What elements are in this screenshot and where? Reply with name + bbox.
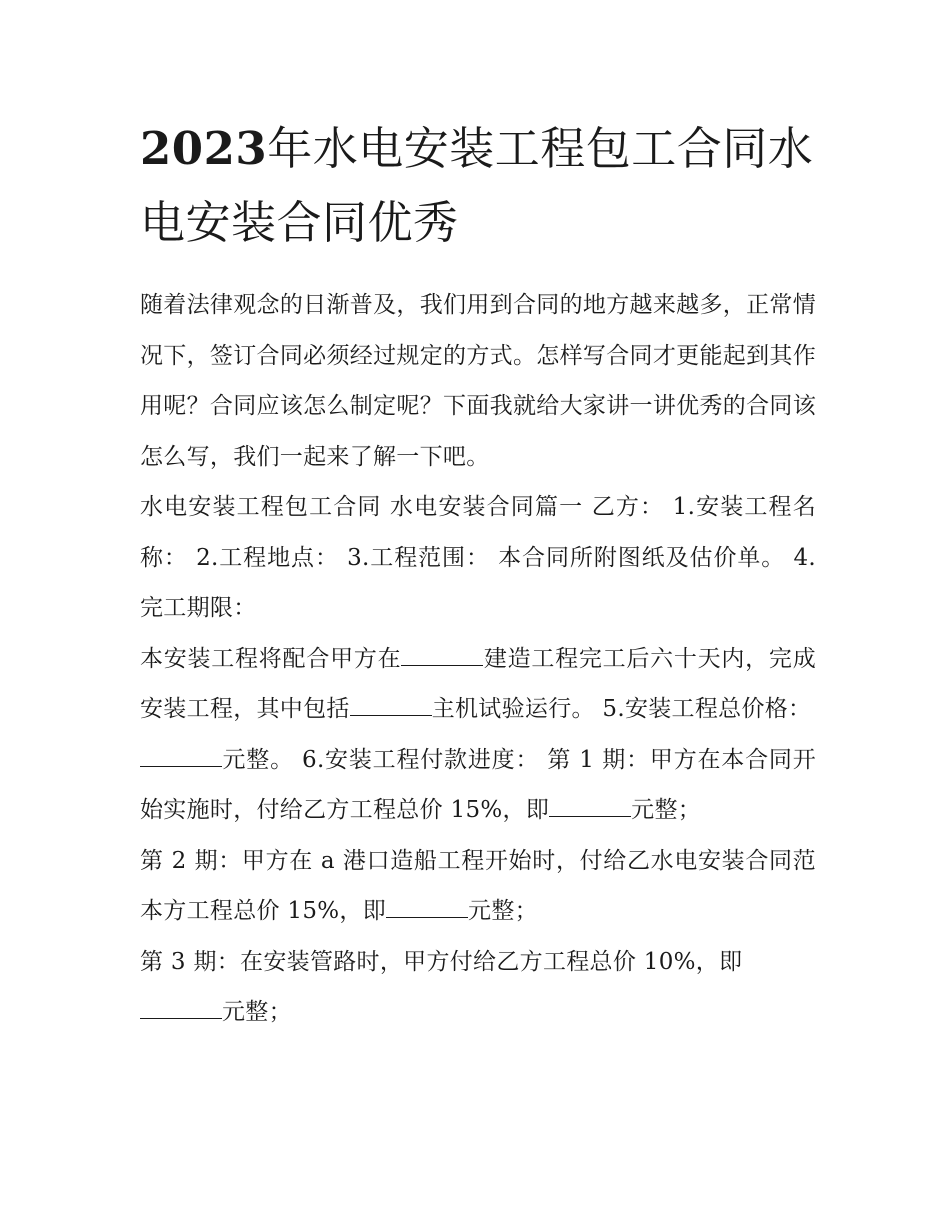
blank-line — [140, 996, 222, 1019]
section-2-text-c: 主机试验运行。 5.安装工程总价格： — [431, 696, 812, 722]
blank-line — [549, 794, 631, 817]
title-year: 2023 — [140, 122, 268, 175]
section-4-text-a: 第 2 期：甲方在 a 港口造船工程开始时，付给乙水电安装合同范本方工程总价 15%，即 — [140, 847, 816, 924]
document-body — [140, 112, 816, 1038]
intro-paragraph: 随着法律观念的日渐普及，我们用到合同的地方越来越多，正常情况下，签订合同必须经过规定的方式。怎样写合同才更能起到其作用呢？合同应该怎么制定呢？下面我就给大家讲一讲优秀的合同该怎么写，我们一起来了解一下吧。 — [140, 292, 816, 470]
section-5-text-a: 第 3 期：在安装管路时，甲方付给乙方工程总价 10%，即 — [140, 948, 743, 975]
contract-section-5 — [140, 937, 816, 1038]
blank-line — [350, 693, 432, 716]
section-4-text-b: 元整； — [468, 898, 538, 924]
section-3-text-a: 元整。 6.安装工程付款进度： 第 1 期：甲方在本合同开始实施时，付给乙方工程总价 15%，即 — [140, 746, 816, 823]
document-title — [140, 112, 816, 260]
contract-section-3 — [140, 735, 816, 836]
section-5-text-b: 元整； — [222, 999, 292, 1025]
contract-section-4 — [140, 836, 816, 937]
section-3-text-b: 元整； — [631, 797, 702, 823]
title-text: 年水电安装工程包工合同水电安装合同优秀 — [140, 122, 814, 249]
section-2-text-b: 建造工程完工后六十天内，完成安装工程，其中包括 — [140, 645, 816, 722]
blank-line — [386, 895, 468, 918]
section-2-text-a: 本安装工程将配合甲方在 — [140, 645, 402, 672]
blank-line — [140, 744, 222, 767]
contract-section-2 — [140, 634, 816, 735]
contract-section-1: 水电安装工程包工合同 水电安装合同篇一 乙方： 1.安装工程名称： 2.工程地点： 3.工程范围： 本合同所附图纸及估价单。 4.完工期限： — [140, 494, 816, 621]
blank-line — [401, 643, 483, 666]
